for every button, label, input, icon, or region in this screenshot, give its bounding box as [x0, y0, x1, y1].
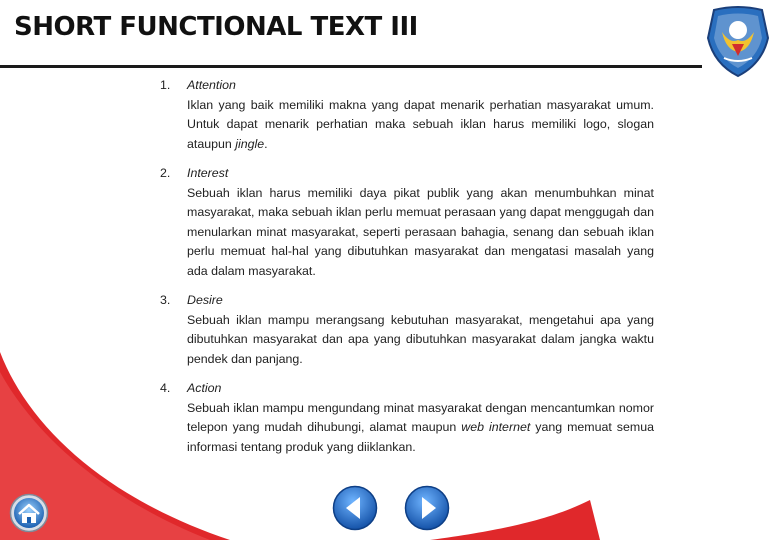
list-item-action [160, 379, 654, 457]
item-number: 4. [160, 381, 171, 395]
item-emphasis: jingle [235, 136, 265, 151]
item-title: Interest [187, 166, 229, 180]
item-text: Iklan yang baik memiliki makna yang dapat menarik perhatian masyarakat umum. Untuk dapat menarik perhatian maka sebuah iklan harus memiliki logo, slogan ataupun jingle. [187, 97, 654, 151]
list-item-desire [160, 291, 654, 369]
next-slide-button[interactable] [404, 485, 450, 531]
item-number: 2. [160, 166, 171, 180]
header-divider [0, 65, 702, 68]
item-number: 1. [160, 78, 171, 92]
content-list [160, 76, 654, 467]
item-text: Sebuah iklan mampu merangsang kebutuhan masyarakat, mengetahui apa yang dibutuhkan masyarakat dan apa yang dibutuhkan masyarakat dalam jangka waktu pendek dan panjang. [187, 312, 654, 366]
item-title: Action [187, 381, 222, 395]
item-title: Attention [187, 78, 236, 92]
previous-slide-button[interactable] [332, 485, 378, 531]
item-text: Sebuah iklan harus memiliki daya pikat publik yang akan menumbuhkan minat masyarakat, maka sebuah iklan perlu memuat perasaan yang dapat menggugah dan menularkan minat masyarakat, seperti perasaan bahagia, senang dan sebuah iklan perlu memuat hal-hal yang dibutuhkan masyarakat dan mengatasi masalah yang ada dalam masyarakat. [187, 185, 654, 278]
home-button[interactable] [9, 493, 49, 533]
item-number: 3. [160, 293, 171, 307]
page-title: SHORT FUNCTIONAL TEXT III [14, 12, 418, 42]
item-emphasis: web internet [461, 420, 531, 434]
tut-wuri-handayani-emblem-icon [702, 4, 774, 78]
list-item-interest [160, 164, 654, 281]
list-item-attention [160, 76, 654, 154]
item-text: Sebuah iklan mampu mengundang minat masyarakat dengan mencantumkan nomor telepon yang mudah dihubungi, alamat maupun web internet yang memuat semua informasi tentang produk yang diiklankan. [187, 400, 654, 454]
item-title: Desire [187, 293, 223, 307]
